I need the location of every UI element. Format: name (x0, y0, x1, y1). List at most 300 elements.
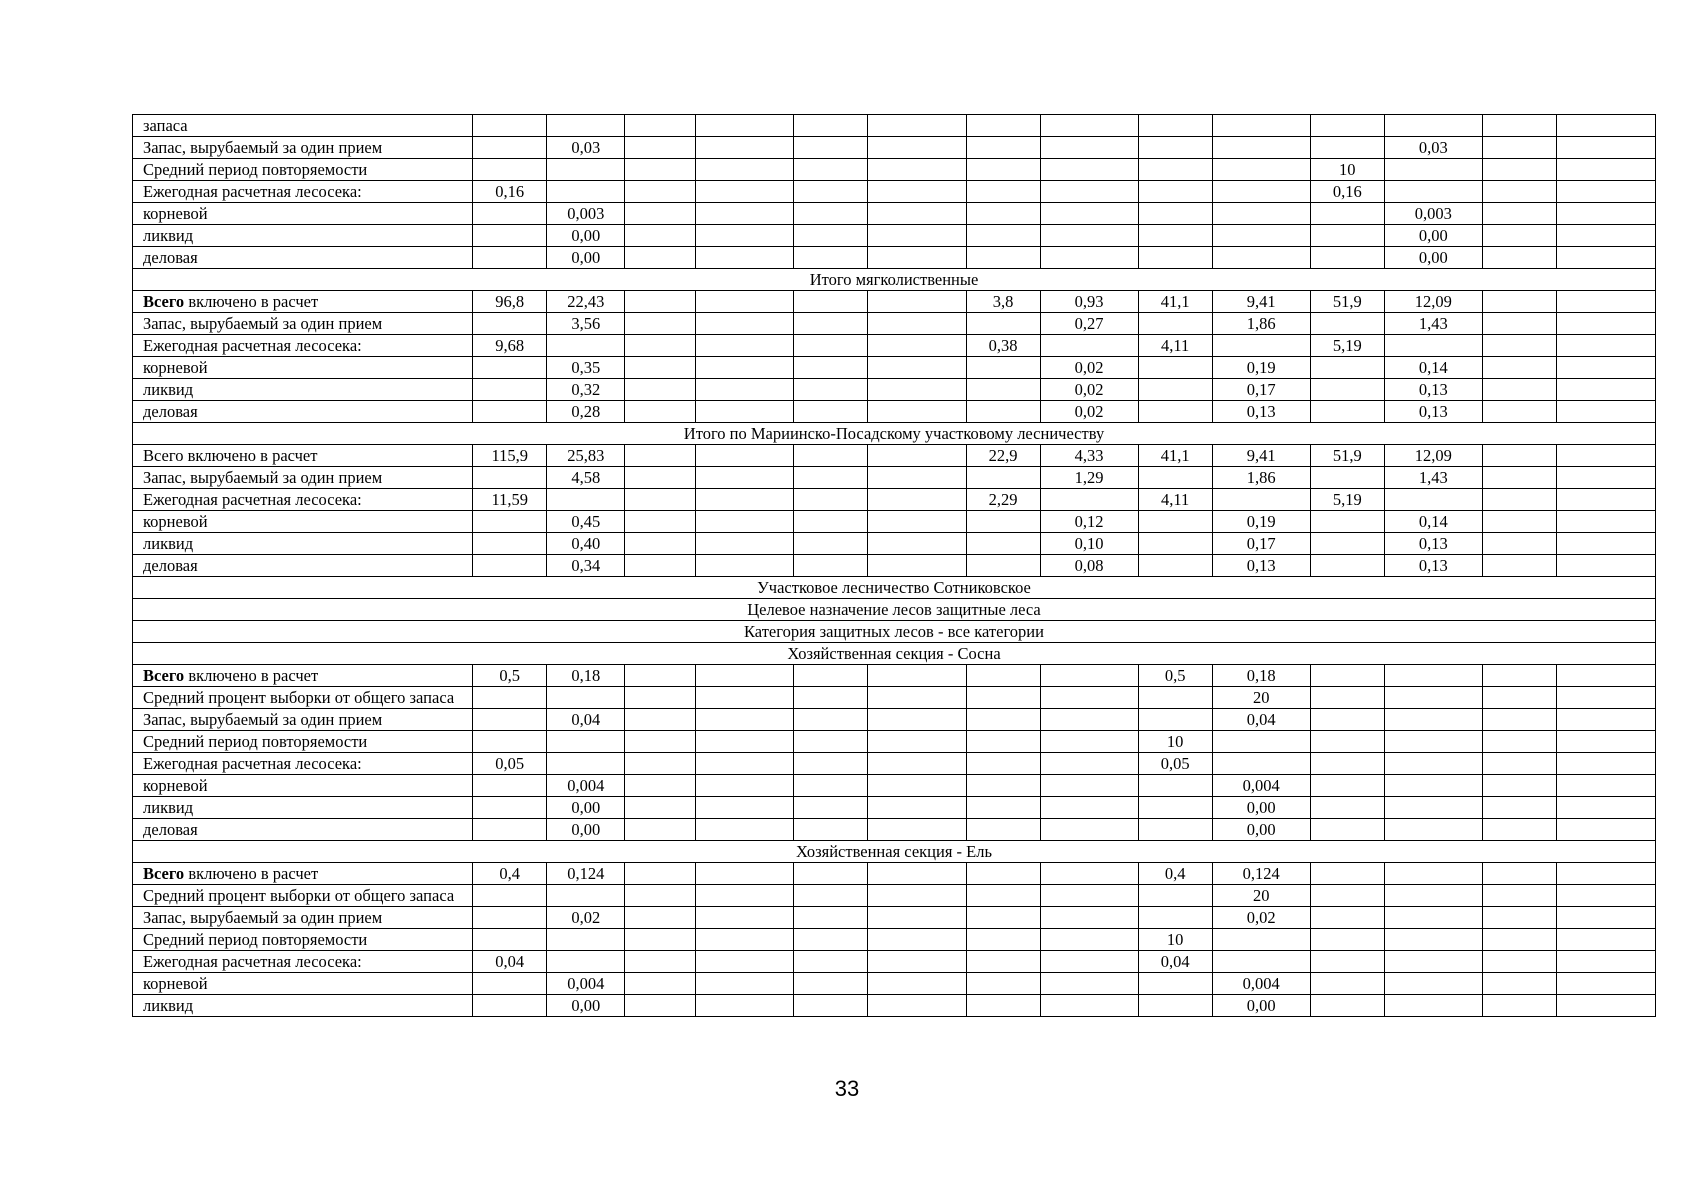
table-cell (473, 467, 547, 489)
table-cell (1212, 225, 1310, 247)
table-row (133, 819, 1656, 841)
table-cell (625, 665, 696, 687)
table-cell (1040, 159, 1138, 181)
table-cell (625, 511, 696, 533)
table-cell (794, 445, 868, 467)
table-cell (1310, 665, 1384, 687)
table-cell (1138, 687, 1212, 709)
table-cell (868, 445, 966, 467)
table-row (133, 665, 1656, 687)
table-cell (1482, 709, 1556, 731)
table-cell (1482, 731, 1556, 753)
table-cell: 0,10 (1040, 533, 1138, 555)
table-cell: 0,124 (547, 863, 625, 885)
table-cell (696, 709, 794, 731)
table-cell (696, 863, 794, 885)
table-cell (473, 379, 547, 401)
table-cell (868, 511, 966, 533)
table-cell: 4,33 (1040, 445, 1138, 467)
table-cell (625, 291, 696, 313)
table-cell (966, 863, 1040, 885)
table-cell (1556, 335, 1655, 357)
table-cell: 0,17 (1212, 533, 1310, 555)
row-label: деловая (133, 247, 473, 269)
table-cell (794, 115, 868, 137)
table-cell (1556, 929, 1655, 951)
table-cell (473, 247, 547, 269)
table-cell: 0,28 (547, 401, 625, 423)
table-cell (794, 687, 868, 709)
table-row (133, 511, 1656, 533)
table-row (133, 731, 1656, 753)
table-cell (1384, 335, 1482, 357)
row-label: корневой (133, 775, 473, 797)
table-cell: 0,05 (473, 753, 547, 775)
table-cell (1556, 467, 1655, 489)
table-cell (794, 357, 868, 379)
table-cell (966, 731, 1040, 753)
table-cell (1556, 137, 1655, 159)
table-cell (1556, 951, 1655, 973)
table-cell (868, 247, 966, 269)
row-label: Запас, вырубаемый за один прием (133, 709, 473, 731)
table-cell (1482, 203, 1556, 225)
table-cell (1138, 181, 1212, 203)
table-cell: 0,00 (1212, 797, 1310, 819)
table-cell (1212, 489, 1310, 511)
table-cell (1212, 115, 1310, 137)
table-cell: 20 (1212, 687, 1310, 709)
page-number: 33 (834, 1076, 860, 1101)
table-cell (625, 973, 696, 995)
table-cell (1310, 687, 1384, 709)
table-cell (1556, 555, 1655, 577)
row-label-bold: Всего (143, 666, 185, 685)
table-cell (1138, 225, 1212, 247)
table-cell: 0,00 (1384, 247, 1482, 269)
table-cell (473, 819, 547, 841)
table-cell (1040, 489, 1138, 511)
table-cell (1310, 467, 1384, 489)
table-cell: 0,003 (547, 203, 625, 225)
table-cell: 0,13 (1384, 533, 1482, 555)
table-cell (794, 291, 868, 313)
table-cell (1040, 775, 1138, 797)
row-label: ликвид (133, 379, 473, 401)
table-cell (696, 181, 794, 203)
table-cell (1384, 489, 1482, 511)
table-row (133, 907, 1656, 929)
table-cell (696, 973, 794, 995)
table-cell (966, 159, 1040, 181)
table-row (133, 335, 1656, 357)
table-cell (1138, 885, 1212, 907)
table-cell (1482, 313, 1556, 335)
table-cell: 0,04 (1138, 951, 1212, 973)
table-cell: 0,08 (1040, 555, 1138, 577)
table-cell (696, 555, 794, 577)
table-row (133, 203, 1656, 225)
table-cell: 0,00 (547, 995, 625, 1017)
table-cell (1040, 731, 1138, 753)
table-cell (1384, 159, 1482, 181)
table-cell: 0,02 (1040, 401, 1138, 423)
table-cell (868, 775, 966, 797)
table-cell (794, 335, 868, 357)
table-cell (1212, 181, 1310, 203)
table-cell (868, 335, 966, 357)
row-label: Ежегодная расчетная лесосека: (133, 951, 473, 973)
table-cell (794, 863, 868, 885)
table-cell (868, 995, 966, 1017)
table-cell (1482, 291, 1556, 313)
table-cell: 20 (1212, 885, 1310, 907)
table-cell (696, 467, 794, 489)
row-label: Всего включено в расчет (133, 445, 473, 467)
table-cell (794, 819, 868, 841)
table-cell: 1,43 (1384, 313, 1482, 335)
table-cell (625, 401, 696, 423)
table-cell (1310, 137, 1384, 159)
table-cell (1556, 489, 1655, 511)
table-cell (625, 885, 696, 907)
table-cell: 0,02 (547, 907, 625, 929)
table-cell (1212, 335, 1310, 357)
table-cell: 10 (1138, 731, 1212, 753)
table-cell: 22,9 (966, 445, 1040, 467)
row-label: запаса (133, 115, 473, 137)
table-cell (696, 753, 794, 775)
table-cell: 0,00 (547, 819, 625, 841)
table-cell (1556, 357, 1655, 379)
table-cell (1138, 115, 1212, 137)
row-label-bold: Всего (143, 292, 185, 311)
table-cell (1556, 313, 1655, 335)
table-cell (794, 929, 868, 951)
table-cell (966, 665, 1040, 687)
table-cell (1138, 401, 1212, 423)
table-cell (473, 687, 547, 709)
table-cell (794, 159, 868, 181)
table-cell (625, 313, 696, 335)
table-cell: 0,02 (1212, 907, 1310, 929)
table-cell (966, 203, 1040, 225)
table-cell (547, 951, 625, 973)
table-cell (966, 885, 1040, 907)
table-cell (473, 137, 547, 159)
table-row (133, 863, 1656, 885)
table-cell (868, 753, 966, 775)
table-cell (1482, 511, 1556, 533)
row-label: Средний процент выборки от общего запаса (133, 885, 473, 907)
table-cell (473, 731, 547, 753)
table-cell (966, 401, 1040, 423)
table-cell: 0,124 (1212, 863, 1310, 885)
table-cell (696, 291, 794, 313)
table-cell (1384, 995, 1482, 1017)
table-cell (1310, 929, 1384, 951)
table-cell (1482, 335, 1556, 357)
table-cell: 2,29 (966, 489, 1040, 511)
table-cell (696, 203, 794, 225)
table-cell (1482, 907, 1556, 929)
table-cell (625, 247, 696, 269)
row-label: корневой (133, 973, 473, 995)
table-cell (1384, 709, 1482, 731)
table-cell (966, 379, 1040, 401)
table-cell (1482, 929, 1556, 951)
table-cell: 0,03 (1384, 137, 1482, 159)
table-cell (1384, 775, 1482, 797)
table-cell (625, 555, 696, 577)
section-title: Участковое лесничество Сотниковское (133, 577, 1656, 599)
table-cell: 0,16 (1310, 181, 1384, 203)
table-cell (794, 665, 868, 687)
table-cell (625, 181, 696, 203)
table-cell: 0,18 (547, 665, 625, 687)
table-cell (625, 335, 696, 357)
table-cell (1138, 819, 1212, 841)
table-cell: 5,19 (1310, 335, 1384, 357)
table-cell (1384, 797, 1482, 819)
table-cell (696, 687, 794, 709)
table-cell (868, 819, 966, 841)
table-cell (1310, 555, 1384, 577)
table-cell (625, 115, 696, 137)
row-label: Ежегодная расчетная лесосека: (133, 489, 473, 511)
table-cell: 1,29 (1040, 467, 1138, 489)
table-cell (696, 951, 794, 973)
table-cell (966, 181, 1040, 203)
table-cell (473, 775, 547, 797)
table-cell (1310, 775, 1384, 797)
table-cell (625, 467, 696, 489)
table-cell: 0,004 (547, 775, 625, 797)
row-label: деловая (133, 401, 473, 423)
section-title: Категория защитных лесов - все категории (133, 621, 1656, 643)
table-cell (1212, 951, 1310, 973)
table-cell (1556, 687, 1655, 709)
table-cell: 0,45 (547, 511, 625, 533)
table-cell (794, 907, 868, 929)
table-cell: 0,19 (1212, 511, 1310, 533)
table-cell (1138, 357, 1212, 379)
table-cell: 0,00 (1212, 995, 1310, 1017)
table-cell (625, 203, 696, 225)
table-cell (625, 775, 696, 797)
table-cell (1556, 885, 1655, 907)
table-cell (696, 489, 794, 511)
table-cell (473, 511, 547, 533)
section-header-row (133, 599, 1656, 621)
table-cell: 4,11 (1138, 489, 1212, 511)
table-cell (473, 555, 547, 577)
table-cell (1040, 907, 1138, 929)
table-cell: 0,17 (1212, 379, 1310, 401)
table-cell: 0,19 (1212, 357, 1310, 379)
table-cell (1138, 313, 1212, 335)
table-cell (1138, 203, 1212, 225)
table-row (133, 159, 1656, 181)
table-cell (1556, 665, 1655, 687)
table-cell: 0,5 (1138, 665, 1212, 687)
table-row (133, 379, 1656, 401)
table-row (133, 929, 1656, 951)
table-cell (473, 401, 547, 423)
table-cell (1310, 203, 1384, 225)
table-cell: 0,03 (547, 137, 625, 159)
table-row (133, 225, 1656, 247)
table-cell (1040, 885, 1138, 907)
table-cell (1556, 225, 1655, 247)
row-label: ликвид (133, 225, 473, 247)
table-cell: 0,04 (1212, 709, 1310, 731)
table-cell (1556, 159, 1655, 181)
table-cell: 4,11 (1138, 335, 1212, 357)
table-cell (1310, 731, 1384, 753)
table-cell (1138, 775, 1212, 797)
table-cell (625, 533, 696, 555)
table-cell (1482, 247, 1556, 269)
table-cell (1384, 973, 1482, 995)
table-cell (625, 159, 696, 181)
table-cell (625, 709, 696, 731)
table-cell: 9,68 (473, 335, 547, 357)
table-cell (1310, 819, 1384, 841)
table-cell (473, 313, 547, 335)
table-cell (1310, 753, 1384, 775)
table-cell (1040, 709, 1138, 731)
table-cell: 0,004 (547, 973, 625, 995)
table-cell (1310, 247, 1384, 269)
table-cell (1310, 533, 1384, 555)
table-cell (1138, 137, 1212, 159)
table-cell: 0,35 (547, 357, 625, 379)
table-cell (966, 709, 1040, 731)
table-cell (868, 379, 966, 401)
table-cell (868, 687, 966, 709)
table-cell (868, 907, 966, 929)
table-cell (1384, 929, 1482, 951)
table-cell (1212, 929, 1310, 951)
table-cell (473, 357, 547, 379)
table-cell (794, 709, 868, 731)
table-cell (1310, 709, 1384, 731)
section-title: Хозяйственная секция - Сосна (133, 643, 1656, 665)
table-cell (1040, 203, 1138, 225)
table-cell (1310, 401, 1384, 423)
table-cell (1556, 181, 1655, 203)
table-cell (696, 137, 794, 159)
table-row (133, 533, 1656, 555)
row-label (133, 291, 473, 313)
table-cell (625, 797, 696, 819)
table-cell (473, 885, 547, 907)
table-row (133, 115, 1656, 137)
table-cell (868, 665, 966, 687)
table-cell (868, 709, 966, 731)
table-cell (868, 863, 966, 885)
table-cell (1040, 115, 1138, 137)
table-cell (696, 885, 794, 907)
table-cell (966, 907, 1040, 929)
row-label: Средний период повторяемости (133, 731, 473, 753)
table-cell (1556, 203, 1655, 225)
table-cell (696, 819, 794, 841)
table-cell (1138, 159, 1212, 181)
table-cell (625, 819, 696, 841)
table-cell (1482, 973, 1556, 995)
table-cell (1138, 511, 1212, 533)
table-cell (966, 225, 1040, 247)
table-cell (868, 885, 966, 907)
row-label: ликвид (133, 533, 473, 555)
table-cell (1482, 665, 1556, 687)
table-row (133, 489, 1656, 511)
table-cell (966, 775, 1040, 797)
table-cell (1310, 313, 1384, 335)
table-cell (1310, 357, 1384, 379)
table-cell: 3,8 (966, 291, 1040, 313)
table-cell (696, 797, 794, 819)
table-cell (625, 753, 696, 775)
table-cell: 0,00 (1212, 819, 1310, 841)
table-cell (1556, 995, 1655, 1017)
table-cell (1310, 863, 1384, 885)
table-cell (794, 753, 868, 775)
table-cell (794, 511, 868, 533)
table-cell (1384, 115, 1482, 137)
table-cell (1138, 709, 1212, 731)
table-cell (625, 863, 696, 885)
table-cell: 0,00 (547, 797, 625, 819)
table-row (133, 951, 1656, 973)
table-cell (868, 555, 966, 577)
table-cell (1040, 687, 1138, 709)
table-cell: 0,34 (547, 555, 625, 577)
table-cell (794, 885, 868, 907)
table-cell (1138, 555, 1212, 577)
table-cell (1040, 753, 1138, 775)
table-row (133, 291, 1656, 313)
table-cell (1482, 115, 1556, 137)
table-cell (1040, 863, 1138, 885)
table-cell (473, 203, 547, 225)
table-cell (1310, 907, 1384, 929)
table-cell (794, 555, 868, 577)
table-cell: 1,86 (1212, 313, 1310, 335)
table-cell (696, 445, 794, 467)
table-cell (966, 115, 1040, 137)
table-cell: 0,02 (1040, 357, 1138, 379)
table-cell (1040, 181, 1138, 203)
table-cell (547, 159, 625, 181)
table-cell (473, 225, 547, 247)
table-cell (1482, 951, 1556, 973)
table-cell (696, 335, 794, 357)
table-cell (966, 753, 1040, 775)
table-cell: 25,83 (547, 445, 625, 467)
table-cell (696, 225, 794, 247)
table-cell (868, 137, 966, 159)
table-cell (1310, 115, 1384, 137)
row-label: деловая (133, 819, 473, 841)
table-cell (1482, 445, 1556, 467)
table-cell (1212, 731, 1310, 753)
table-cell (696, 313, 794, 335)
table-cell (1040, 995, 1138, 1017)
table-cell (1040, 951, 1138, 973)
